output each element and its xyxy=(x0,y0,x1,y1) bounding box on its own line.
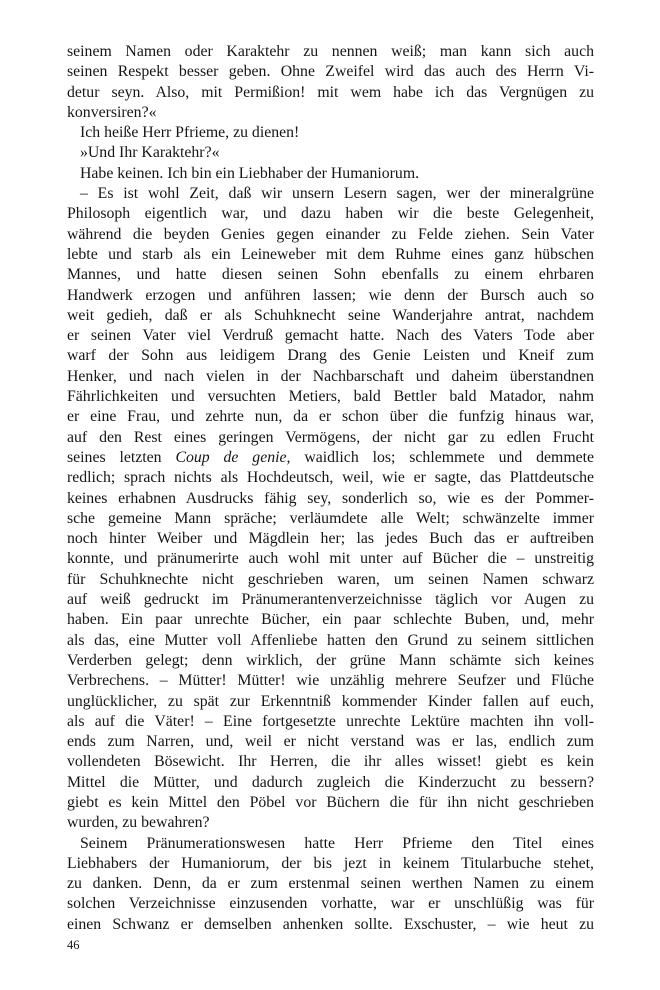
text-line: vollendeten Bösewicht. Ihr Herren, die ihr alles wisset! giebt es kein xyxy=(67,753,594,771)
text-line: haben. Ein paar unrechte Bücher, ein paar schlechte Buben, und, mehr xyxy=(67,611,594,629)
text-line: Verbrechens. – Mütter! Mütter! wie unzählig mehrere Seufzer und Flüche xyxy=(67,672,594,690)
text-line: konnte, und pränumerirte auch wohl mit unter auf Bücher die – unstreitig xyxy=(67,550,594,568)
paragraph xyxy=(67,143,594,163)
text-line: Handwerk erzogen und anführen lassen; wie denn der Bursch auch so xyxy=(67,286,594,304)
text-line: redlich; sprach nichts als Hochdeutsch, weil, wie er sagte, das Plattdeutsche xyxy=(67,469,594,487)
text-line: Fährlichkeiten und versuchten Metiers, bald Bettler bald Matador, nahm xyxy=(67,388,594,406)
text-run: waidlich los; schlemmete und demmete xyxy=(290,448,594,466)
text-run: seines letzten xyxy=(67,448,176,466)
text-line: er seinen Vater viel Verdruß gemacht hatte. Nach des Vaters Tode aber xyxy=(67,327,594,345)
text-line: Philosoph eigentlich war, und dazu haben wir die beste Gelegenheit, xyxy=(67,205,594,223)
text-line: lebte und starb als ein Leineweber mit dem Ruhme eines ganz hübschen xyxy=(67,245,594,263)
text-line: Henker, und nach vielen in der Nachbarschaft und daheim überstandnen xyxy=(67,367,594,385)
text-line xyxy=(67,448,594,468)
text-line: Ich heiße Herr Pfrieme, zu dienen! xyxy=(80,124,300,142)
text-line: für Schuhknechte nicht geschrieben waren, um seinen Namen schwarz xyxy=(67,570,594,588)
text-line: Habe keinen. Ich bin ein Liebhaber der Humaniorum. xyxy=(80,164,420,182)
text-line: einen Schwanz er demselben anhenken sollte. Exschuster, – wie heut zu xyxy=(67,915,594,933)
text-line: warf der Sohn aus leidigem Drang des Genie Leisten und Kneif zum xyxy=(67,347,594,365)
italic-phrase: Coup de genie, xyxy=(175,448,291,466)
text-line: auf weiß gedruckt im Pränumerantenverzeichnisse täglich vor Augen zu xyxy=(67,591,594,609)
text-block xyxy=(67,42,594,935)
text-line: noch hinter Weiber und Mägdlein her; las jedes Buch das er auftreiben xyxy=(67,530,594,548)
text-line: sche gemeine Mann spräche; verläumdete alle Welt; schwänzelte immer xyxy=(67,509,594,527)
text-line: als das, eine Mutter voll Affenliebe hatten den Grund zu seinem sittlichen xyxy=(67,631,594,649)
text-line: wurden, zu bewahren? xyxy=(67,814,210,832)
text-line: »Und Ihr Karaktehr?« xyxy=(80,144,220,162)
text-line: giebt es kein Mittel den Pöbel vor Büchern die für ihn nicht geschrieben xyxy=(67,793,594,811)
text-line: er eine Frau, und zehrte nun, da er schon über die funfzig hinaus war, xyxy=(67,408,594,426)
text-line: Liebhabers der Humaniorum, der bis jezt in keinem Titularbuche stehet, xyxy=(67,854,594,872)
text-line: weit gedieh, daß er als Schuhknecht seine Wanderjahre antrat, nachdem xyxy=(67,306,594,324)
text-line: ends zum Narren, und, weil er nicht verstand was er las, endlich zum xyxy=(67,733,594,751)
text-line: konversiren?« xyxy=(67,103,157,121)
paragraph xyxy=(67,834,594,935)
text-line: detur seyn. Also, mit Permißion! mit wem habe ich das Vergnügen zu xyxy=(67,83,594,101)
text-line: zu danken. Denn, da er zum erstenmal seinen werthen Namen zu einem xyxy=(67,875,594,893)
paragraph xyxy=(67,184,594,834)
text-line: keines erhabnen Ausdrucks fähig sey, sonderlich so, wie es der Pommer- xyxy=(67,489,594,507)
text-line: während die beyden Genies gegen einander zu Felde ziehen. Sein Vater xyxy=(67,225,594,243)
text-line: unglücklicher, zu spät zur Erkenntniß kommender Kinder fallen auf euch, xyxy=(67,692,594,710)
text-line: Seinem Pränumerationswesen hatte Herr Pfrieme den Titel eines xyxy=(80,834,594,852)
paragraph xyxy=(67,42,594,123)
text-line: Mittel die Mütter, und dadurch zugleich die Kinderzucht zu bessern? xyxy=(67,773,594,791)
text-line: Verderben gelegt; denn wirklich, der grüne Mann schämte sich keines xyxy=(67,651,594,669)
text-line: solchen Verzeichnisse einzusenden vorhatte, war er unschlüßig was für xyxy=(67,895,594,913)
text-line: – Es ist wohl Zeit, daß wir unsern Lesern sagen, wer der mineralgrüne xyxy=(80,185,594,203)
text-line: als auf die Väter! – Eine fortgesetzte unrechte Lektüre machten ihn voll- xyxy=(67,712,594,730)
paragraph xyxy=(67,123,594,143)
paragraph xyxy=(67,164,594,184)
text-line: seinem Namen oder Karaktehr zu nennen weiß; man kann sich auch xyxy=(67,43,594,60)
text-line: Mannes, und hatte diesen seinen Sohn ebenfalls zu einem ehrbaren xyxy=(67,266,594,284)
text-line: auf den Rest eines geringen Vermögens, der nicht gar zu edlen Frucht xyxy=(67,428,594,446)
page-number: 46 xyxy=(67,938,80,952)
text-line: seinen Respekt besser geben. Ohne Zweifel wird das auch des Herrn Vi- xyxy=(67,63,594,81)
